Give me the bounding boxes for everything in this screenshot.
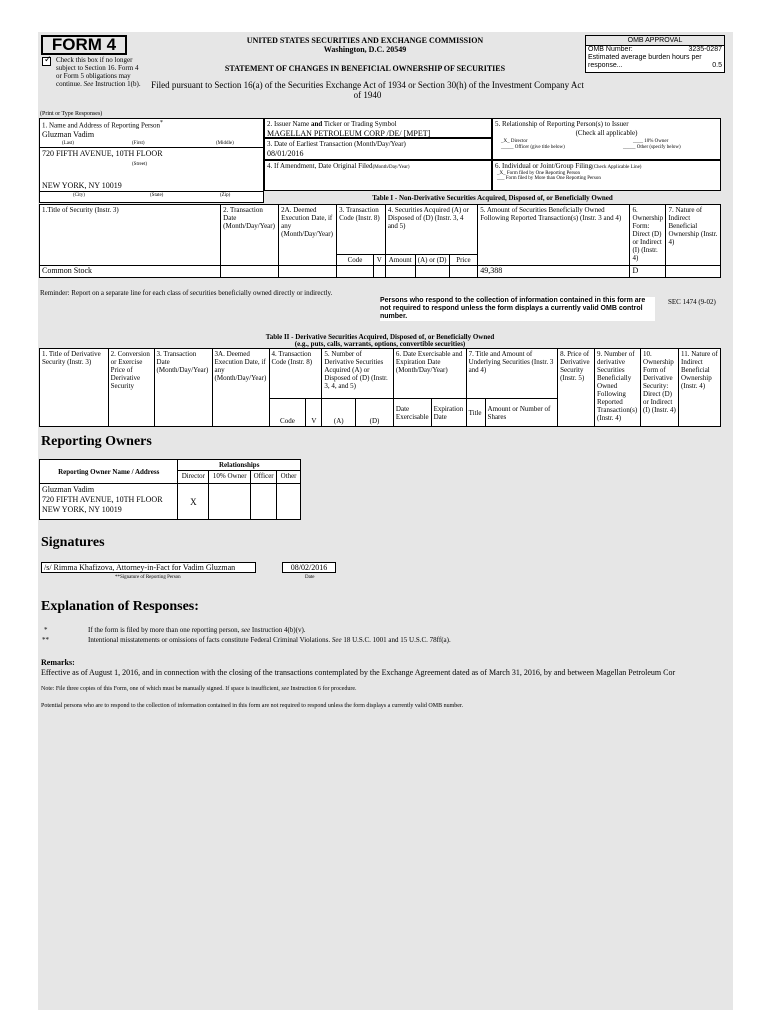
table-2-derivative [39, 348, 721, 427]
t2-header-owned: 9. Number of derivative Securities Beneficially Owned Following Reported Transaction(s) (Instr. 4) [595, 349, 641, 427]
first-caption: (First) [132, 141, 145, 146]
omb-number: 3235-0287 [688, 46, 722, 53]
signature-caption: **Signature of Reporting Person [115, 575, 181, 580]
date-caption: Date [305, 575, 315, 580]
table-2-subtitle: (e.g., puts, calls, warrants, options, convertible securities) [294, 340, 466, 348]
t1-sub-code: Code [337, 255, 374, 266]
t2-header-nature: 11. Nature of Indirect Beneficial Ownership (Instr. 4) [678, 349, 720, 427]
table-1-title: Table I - Non-Derivative Securities Acquired, Disposed of, or Beneficially Owned [372, 194, 613, 202]
owner-address-1: 720 FIFTH AVENUE, 10TH FLOOR [42, 495, 163, 504]
t2-header-price: 8. Price of Derivative Security (Instr. 5) [558, 349, 595, 427]
owner-ten-percent-mark [209, 484, 251, 520]
reporting-person-address: 720 FIFTH AVENUE, 10TH FLOOR [42, 149, 163, 158]
omb-approval-title: OMB APPROVAL [586, 36, 724, 46]
street-caption: (Street) [132, 162, 147, 167]
agency-location: Washington, D.C. 20549 [323, 45, 407, 54]
owner-officer-header: Officer [251, 471, 277, 484]
owner-director-header: Director [178, 471, 209, 484]
signature-date: 08/02/2016 [290, 563, 328, 572]
checkbox-instruction: Check this box if no longer subject to Section 16. Form 4 or Form 5 obligations may continue. See Instruction 1(b). [56, 56, 141, 88]
t2-header-date: 3. Transaction Date (Month/Day/Year) [154, 349, 212, 427]
t2-sub-a: (A) [322, 399, 356, 427]
issuer-label: 2. Issuer Name and Ticker or Trading Symbol [267, 120, 397, 128]
t1-aod [415, 266, 449, 278]
reminder-text: Reminder: Report on a separate line for each class of securities beneficially owned directly or indirectly. [40, 289, 333, 297]
t1-header-code: 3. Transaction Code (Instr. 8) [337, 205, 386, 255]
reporting-owners-heading: Reporting Owners [41, 434, 152, 449]
t2-sub-d: (D) [356, 399, 394, 427]
t2-header-deemed: 3A. Deemed Execution Date, if any (Month/Day/Year) [212, 349, 269, 427]
earliest-date-label: 3. Date of Earliest Transaction (Month/Day/Year) [267, 140, 406, 148]
t1-price [449, 266, 478, 278]
signature-field [41, 562, 256, 573]
omb-number-label: OMB Number: [588, 46, 633, 53]
box-1-reporting-person [39, 118, 264, 203]
t2-sub-title: Title [466, 399, 485, 427]
explanation-text-2: Intentional misstatements or omissions of facts constitute Federal Criminal Violations. See 18 U.S.C. 1001 and 15 U.S.C. 78ff(a). [88, 636, 451, 644]
filing-label: 6. Individual or Joint/Group Filing(Check Applicable Line) [495, 162, 642, 170]
t1-header-form: 6. Ownership Form: Direct (D) or Indirect (I) (Instr. 4) [630, 205, 666, 266]
relationships-header: Relationships [178, 460, 301, 471]
t1-header-owned: 5. Amount of Securities Beneficially Owned Following Reported Transaction(s) (Instr. 3 and 4) [478, 205, 630, 266]
t1-amount [385, 266, 415, 278]
t1-header-date: 2. Transaction Date (Month/Day/Year) [221, 205, 279, 266]
owner-name-cell [40, 484, 178, 520]
box-1-label: 1. Name and Address of Reporting Person* [42, 120, 163, 130]
relationship-label: 5. Relationship of Reporting Person(s) to Issuer [495, 120, 629, 128]
t2-header-title: 1. Title of Derivative Security (Instr. 3) [40, 349, 109, 427]
filing-one-person: _X_ Form filed by One Reporting Person [497, 171, 581, 176]
box-2-issuer [264, 118, 492, 138]
remarks-text: Effective as of August 1, 2016, and in connection with the closing of the transactions contemplated by the Exchange Agreement dated as of March 31, 2016, by and between Magellan Petroleum Cor [41, 668, 676, 677]
t1-sub-v: V [373, 255, 385, 266]
statement-title: STATEMENT OF CHANGES IN BENEFICIAL OWNERSHIP OF SECURITIES [224, 64, 506, 73]
owner-ten-percent-header: 10% Owner [209, 471, 251, 484]
potential-persons-note: Potential persons who are to respond to the collection of information contained in this form are not required to respond unless the form displays a currently valid OMB number. [41, 703, 464, 709]
explanation-mark-2: ** [42, 636, 49, 644]
agency-name: UNITED STATES SECURITIES AND EXCHANGE COMMISSION [246, 36, 484, 45]
amendment-label: 4. If Amendment, Date Original Filed(Month/Day/Year) [267, 162, 410, 170]
explanation-text-1: If the form is filed by more than one reporting person, see Instruction 4(b)(v). [88, 626, 306, 634]
file-note: Note: File three copies of this Form, one of which must be manually signed. If space is insufficient, see Instruction 6 for procedure. [41, 686, 357, 692]
t2-sub-exercisable: Date Exercisable [393, 399, 431, 427]
sec-code: SEC 1474 (9-02) [668, 298, 716, 306]
state-caption: (State) [150, 193, 164, 198]
rel-other: _____ Other (specify below) [623, 145, 681, 150]
reporting-person-name: Gluzman Vadim [42, 130, 95, 140]
owner-other-mark [277, 484, 301, 520]
explanation-mark-1: * [44, 626, 48, 634]
box-6-filing [492, 160, 721, 191]
t2-sub-amount: Amount or Number of Shares [485, 399, 558, 427]
t1-header-security: 1.Title of Security (Instr. 3) [40, 205, 221, 266]
reporting-person-city: NEW YORK, NY 10019 [42, 181, 122, 190]
t1-v [373, 266, 385, 278]
table-row [40, 266, 721, 278]
t1-header-acquired: 4. Securities Acquired (A) or Disposed of (D) (Instr. 3, 4 and 5) [385, 205, 477, 255]
table-row [40, 484, 301, 520]
t1-owned: 49,388 [478, 266, 630, 278]
t1-date [221, 266, 279, 278]
owner-other-header: Other [277, 471, 301, 484]
owner-director-mark: X [178, 484, 209, 520]
owner-address-2: NEW YORK, NY 10019 [42, 505, 122, 514]
signatures-heading: Signatures [41, 535, 105, 550]
t1-deemed [279, 266, 337, 278]
t1-nature [666, 266, 721, 278]
earliest-date-value: 08/01/2016 [267, 149, 304, 158]
city-caption: (City) [73, 193, 85, 198]
filing-multiple-persons: ___ Form filed by More than One Reporting Person [497, 176, 601, 181]
relationship-sub: (Check all applicable) [575, 129, 638, 137]
reporting-owners-table [39, 459, 301, 520]
t2-sub-v: V [306, 399, 322, 427]
persons-notice: Persons who respond to the collection of information contained in this form are not required to respond unless the form displays a currently valid OMB control number. [380, 297, 655, 321]
t1-security: Common Stock [40, 266, 221, 278]
remarks-label: Remarks: [41, 658, 75, 667]
t2-header-conversion: 2. Conversion or Exercise Price of Derivative Security [108, 349, 154, 427]
issuer-value: MAGELLAN PETROLEUM CORP /DE/ [MPET] [267, 129, 431, 138]
table-1-non-derivative [39, 204, 721, 278]
print-type-note: (Print or Type Responses) [40, 111, 103, 117]
box-3-earliest-date [264, 138, 492, 160]
omb-approval-box [585, 35, 725, 73]
box-4-amendment [264, 160, 492, 191]
t2-header-form: 10. Ownership Form of Derivative Security: Direct (D) or Indirect (I) (Instr. 4) [641, 349, 679, 427]
t2-header-underlying: 7. Title and Amount of Underlying Securities (Instr. 3 and 4) [466, 349, 558, 399]
burden-value: 0.5 [712, 62, 722, 69]
rel-director: _X_ Director [501, 139, 528, 144]
form-title: FORM 4 [51, 35, 117, 54]
t2-sub-expiration: Expiration Date [431, 399, 466, 427]
explanation-heading: Explanation of Responses: [41, 599, 199, 614]
table-2-title: Table II - Derivative Securities Acquired, Disposed of, or Beneficially Owned [265, 333, 495, 341]
t1-form: D [630, 266, 666, 278]
t2-header-exercisable: 6. Date Exercisable and Expiration Date (Month/Day/Year) [393, 349, 466, 399]
signature-text: /s/ Rimma Khafizova, Attorney-in-Fact for Vadim Gluzman [44, 563, 236, 572]
t2-header-number: 5. Number of Derivative Securities Acquired (A) or Disposed of (D) (Instr. 3, 4, and 5) [322, 349, 394, 399]
t1-sub-price: Price [449, 255, 478, 266]
t1-sub-amount: Amount [385, 255, 415, 266]
t2-sub-code: Code [269, 399, 306, 427]
no-longer-checkbox[interactable]: ✓ [44, 54, 52, 64]
signature-date-field [282, 562, 336, 573]
owner-name-header: Reporting Owner Name / Address [40, 460, 178, 484]
t1-header-nature: 7. Nature of Indirect Beneficial Ownership (Instr. 4) [666, 205, 721, 266]
middle-caption: (Middle) [216, 141, 234, 146]
rel-ten-percent-owner: ____ 10% Owner [633, 139, 669, 144]
t1-code [337, 266, 374, 278]
t1-sub-aod: (A) or (D) [415, 255, 449, 266]
filed-pursuant: Filed pursuant to Section 16(a) of the Securities Exchange Act of 1934 or Section 30(h) of the Investment Company Act of 1940 [151, 80, 584, 100]
owner-name: Gluzman Vadim [42, 485, 95, 494]
form-title-box [41, 35, 127, 55]
zip-caption: (Zip) [220, 193, 231, 198]
last-caption: (Last) [62, 141, 74, 146]
t1-header-deemed: 2A. Deemed Execution Date, if any (Month/Day/Year) [279, 205, 337, 266]
box-5-relationship [492, 118, 721, 160]
rel-officer: _____ Officer (give title below) [501, 145, 565, 150]
burden-label: Estimated average burden hours per response... [588, 54, 702, 69]
t2-header-code: 4. Transaction Code (Instr. 8) [269, 349, 322, 399]
owner-officer-mark [251, 484, 277, 520]
